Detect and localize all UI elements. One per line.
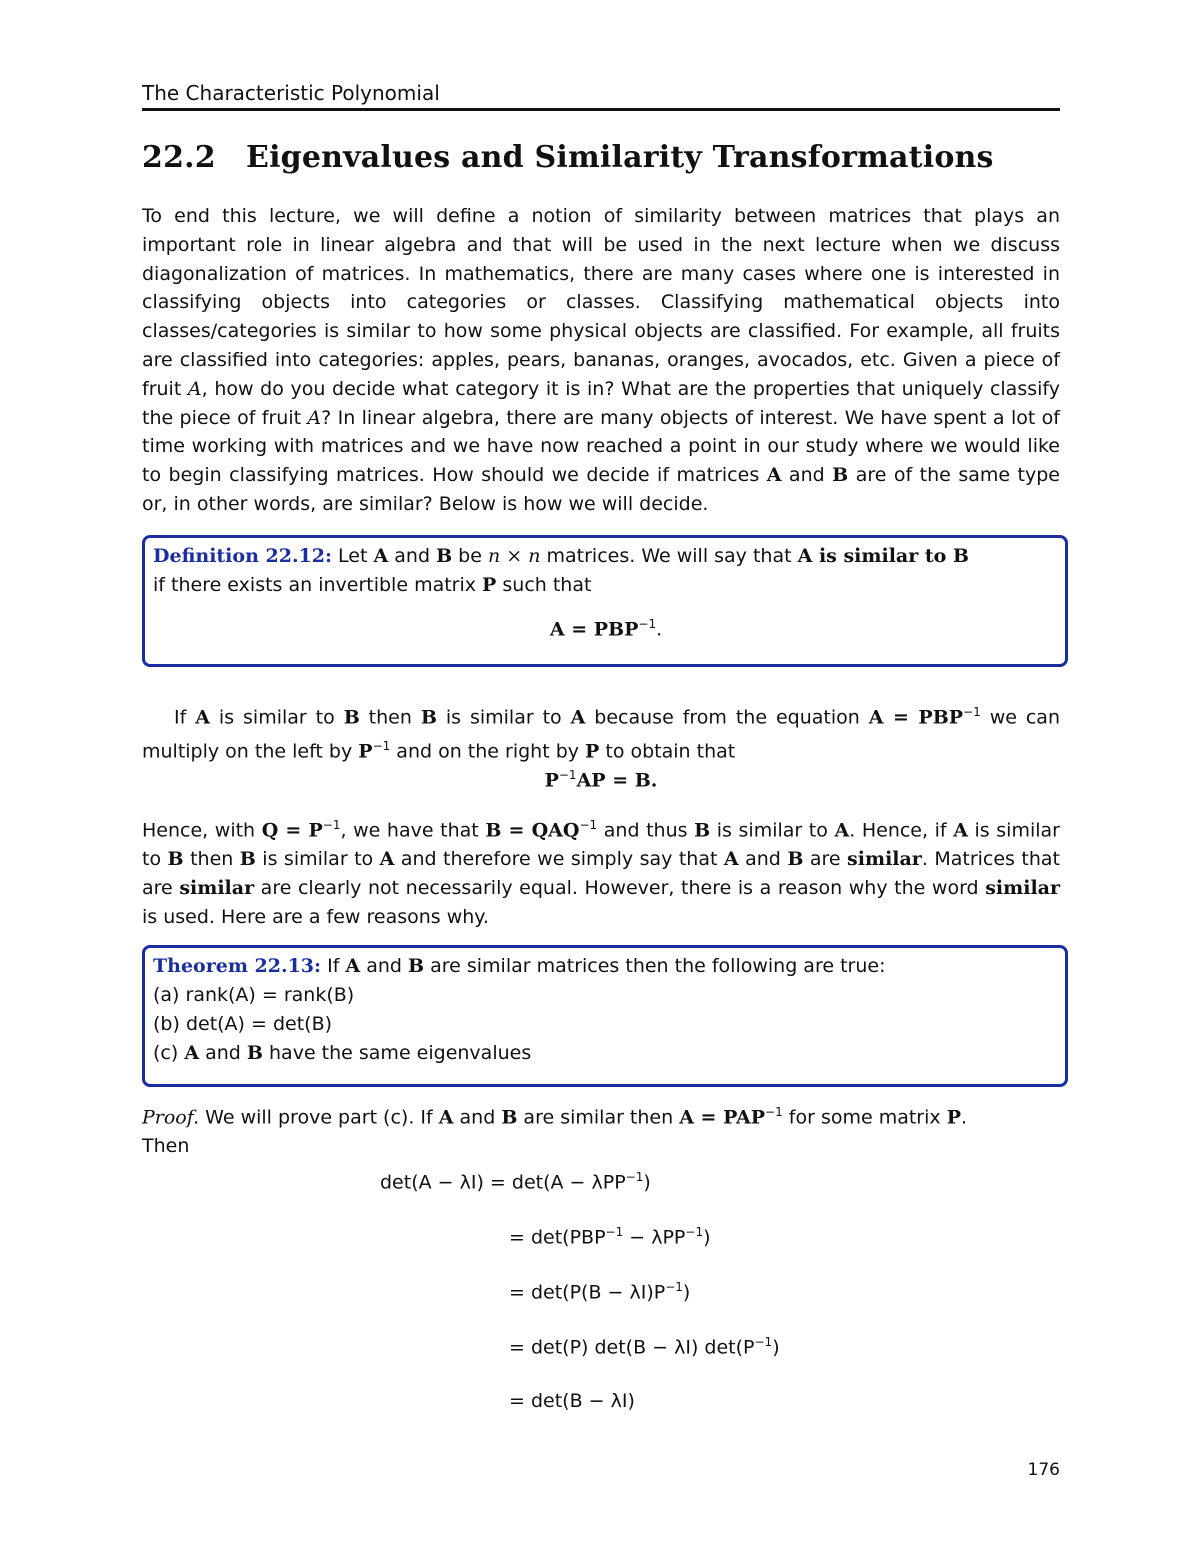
theorem-label: Theorem 22.13: [153,955,322,977]
definition-text: Definition 22.12: Let A and B be n × n matrices. We will say that A is similar to B [153,545,969,567]
theorem-intro: Theorem 22.13: If A and B are similar matrices then the following are true: [153,955,886,977]
section-heading [142,140,1060,175]
theorem-item: (b) det(A) = det(B) [153,1013,333,1035]
proof-label: Proof. [142,1106,200,1129]
definition-equation: $A = PBP^{-1}$. [549,617,663,641]
theorem-item: (a) rank(A) = rank(B) [153,984,355,1006]
proof-line-5: = det(B − λI) [509,1390,635,1412]
proof-line-3: = $\det(P(B - \lambda I)P^{-1})$ [509,1280,691,1304]
theorem-box [142,945,1068,1087]
page-number: 176 [1027,1460,1060,1480]
proof-line-1: det(A − λI) = det(A − λPP$^{-1}$) [380,1170,651,1194]
section-number: 22.2 [142,140,216,175]
section-title-text: Eigenvalues and Similarity Transformations [246,140,994,175]
proof-line-2: = $\det(PBP^{-1} - \lambda PP^{-1})$ [509,1225,711,1249]
symmetry-paragraph: If A is similar to B then B is similar to A because from the equation $A = PBP^{-1}$ we can multiply on the left by $P^{-1}$ and on the right by P to obtain that [142,705,1060,763]
definition-label: Definition 22.12: [153,545,333,567]
theorem-item: (c) A and B have the same eigenvalues [153,1042,532,1064]
display-equation: $P^{-1}AP = B$. [544,768,658,792]
running-header: The Characteristic Polynomial [142,80,1060,111]
definition-box: Definition 22.12: Let A and B be n × n matrices. We will say that A is similar to B if there exists an invertible matrix P such that $A = PBP^{-1}$. [142,535,1068,667]
similarity-paragraph: Hence, with $Q = P^{-1}$, we have that $B = QAQ^{-1}$ and thus B is similar to A. Hence, if A is similar to B then B is similar to A and therefore we simply say that A and B are similar. Matrices that are similar are clearly not necessarily equal. However, there is a reason why the word similar is used. Here are a few reasons why. [142,818,1060,928]
intro-paragraph: To end this lecture, we will define a notion of similarity between matrices that plays an important role in linear algebra and that will be used in the next lecture when we discuss diagonalization of matrices. In mathematics, there are many cases where one is interested in classifying objects into categories or classes. Classifying mathematical objects into classes/categories is similar to how some physical objects are classified. For example, all fruits are classified into categories: apples, pears, bananas, oranges, avocados, etc. Given a piece of fruit A, how do you decide what category it is in? What are the properties that uniquely classify the piece of fruit A? In linear algebra, there are many objects of interest. We have spent a lot of time working with matrices and we have now reached a point in our study where we would like to begin classifying matrices. How should we decide if matrices A and B are of the same type or, in other words, are similar? Below is how we will decide. [142,205,1061,515]
proof-line-4: = det(P) det(B − λI) $\det(P^{-1})$ [509,1335,780,1359]
proof-paragraph: Proof. We will prove part (c). If A and B are similar then $A = PAP^{-1}$ for some matrix P. Then [142,1105,968,1158]
